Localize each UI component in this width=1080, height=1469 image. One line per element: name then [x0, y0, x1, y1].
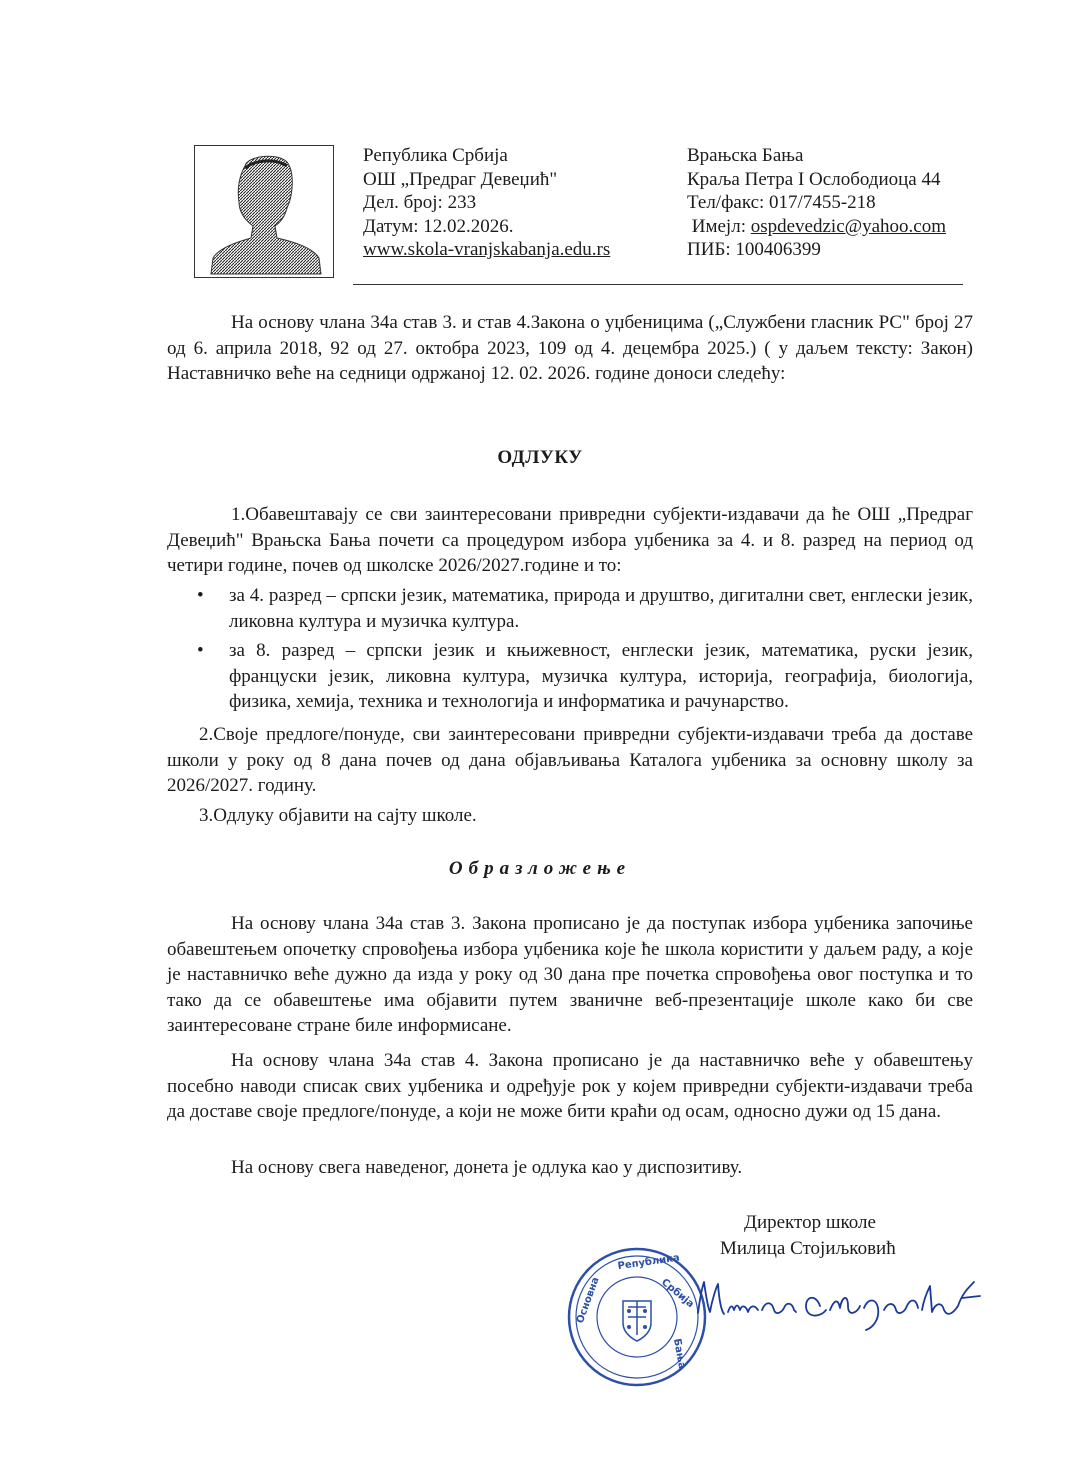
school-portrait-logo: [194, 145, 334, 278]
reasoning-text-1: На основу члана 34а став 3. Закона прописано је да поступак избора уџбеника започиње обавештењем опочетку спровођења избора уџбеника које ће школа користити у даљем раду, а које је наставничко веће дужно да изда у року од 30 дана пре почетка спровођења овог поступка и то тако да се обавештење има објавити путем званичне веб-презентације школе како би све заинтересоване стране биле информисане.: [167, 913, 973, 1037]
header-phone: Тел/факс: 017/7455-218: [687, 192, 876, 214]
header-town: Врањска Бања: [687, 145, 804, 166]
header-school-name: ОШ „Предраг Девеџић": [363, 168, 558, 190]
header-divider: [353, 284, 963, 285]
signatory-title: Директор школе: [744, 1212, 876, 1233]
svg-text:Србија: Србија: [659, 1276, 696, 1311]
decision-item-2-text: 2.Своје предлоге/понуде, сви заинтересовани привредни субјекти-издавачи треба да доставе школи у року од 8 дана почев од дана објављивања Каталога уџбеника за основну школу за 2026/2027. годину.: [167, 724, 973, 797]
decision-item-3: [167, 803, 973, 829]
header-email-label: Имејл:: [691, 215, 751, 237]
header-email-link[interactable]: ospdevedzic@yahoo.com: [750, 215, 947, 237]
svg-text:Основна: Основна: [574, 1275, 602, 1325]
reasoning-text-2: На основу члана 34а став 4. Закона прописано је да наставничко веће у обавештењу посебно наводи списак свих уџбеника и одређује рок у којем привредни субјекти-издавачи треба да доставе своје предлоге/понуде, а који не може бити краћи од осам, односно дужи од 15 дана.: [167, 1050, 973, 1123]
header-website-link[interactable]: www.skola-vranjskabanja.edu.rs: [363, 239, 611, 261]
decision-item-3-text: 3.Одлуку објавити на сајту школе.: [199, 805, 477, 826]
handwritten-signature: [688, 1268, 988, 1338]
header-left: [363, 144, 610, 262]
list-item: [167, 638, 973, 715]
header-ref-number: Дел. број: 233: [363, 192, 477, 214]
reasoning-heading: Образложење: [448, 858, 632, 879]
header-email-line: [687, 215, 946, 239]
decision-item-2: [167, 722, 973, 799]
grade-list: [167, 583, 973, 719]
header-right: [687, 144, 946, 262]
reasoning-paragraph-1: [167, 911, 973, 1039]
reasoning-text-3: На основу свега наведеног, донета је одлука као у диспозитиву.: [231, 1157, 743, 1178]
bullet-icon: •: [197, 640, 204, 662]
list-item-text: за 4. разред – српски језик, математика, природа и друштво, дигитални свет, енглески језик, ликовна култура и музичка култура.: [229, 585, 973, 632]
document-title: ОДЛУКУ: [497, 447, 583, 468]
header-address: Краља Петра I Ослободиоца 44: [687, 168, 941, 190]
intro-paragraph: [167, 310, 973, 387]
svg-text:Бања: Бања: [671, 1337, 688, 1370]
reasoning-paragraph-3: [167, 1155, 973, 1181]
intro-text: На основу члана 34а став 3. и став 4.Закона о уџбеницима („Службени гласник РС" број 27 од 6. априла 2018, 92 од 27. октобра 2023, 109 од 4. децембра 2025.) ( у даљем тексту: Закон) Наставничко веће на седници одржаној 12. 02. 2026. године доноси следећу:: [167, 312, 973, 385]
reasoning-paragraph-2: [167, 1048, 973, 1125]
header-tax-id: ПИБ: 100406399: [687, 239, 821, 261]
signatory-name: Милица Стојиљковић: [720, 1238, 896, 1259]
decision-item-1-text: 1.Обавештавају се сви заинтересовани привредни субјекти-издавачи да ће ОШ „Предраг Девеџић" Врањска Бања почети са процедуром избора уџбеника за 4. и 8. разред на период од четири године, почев од школске 2026/2027.године и то:: [167, 504, 973, 577]
header-country: Република Србија: [363, 145, 508, 166]
header-date: Датум: 12.02.2026.: [363, 215, 514, 237]
list-item: [167, 583, 973, 634]
svg-text:Република: Република: [617, 1252, 681, 1273]
decision-item-1: [167, 502, 973, 579]
bullet-icon: •: [197, 585, 204, 606]
list-item-text: за 8. разред – српски језик и књижевност, енглески језик, математика, руски језик, француски језик, ликовна култура, музичка култура, историја, географија, биологија, физика, хемија, техника и технологија и информатика и рачунарство.: [229, 640, 973, 713]
